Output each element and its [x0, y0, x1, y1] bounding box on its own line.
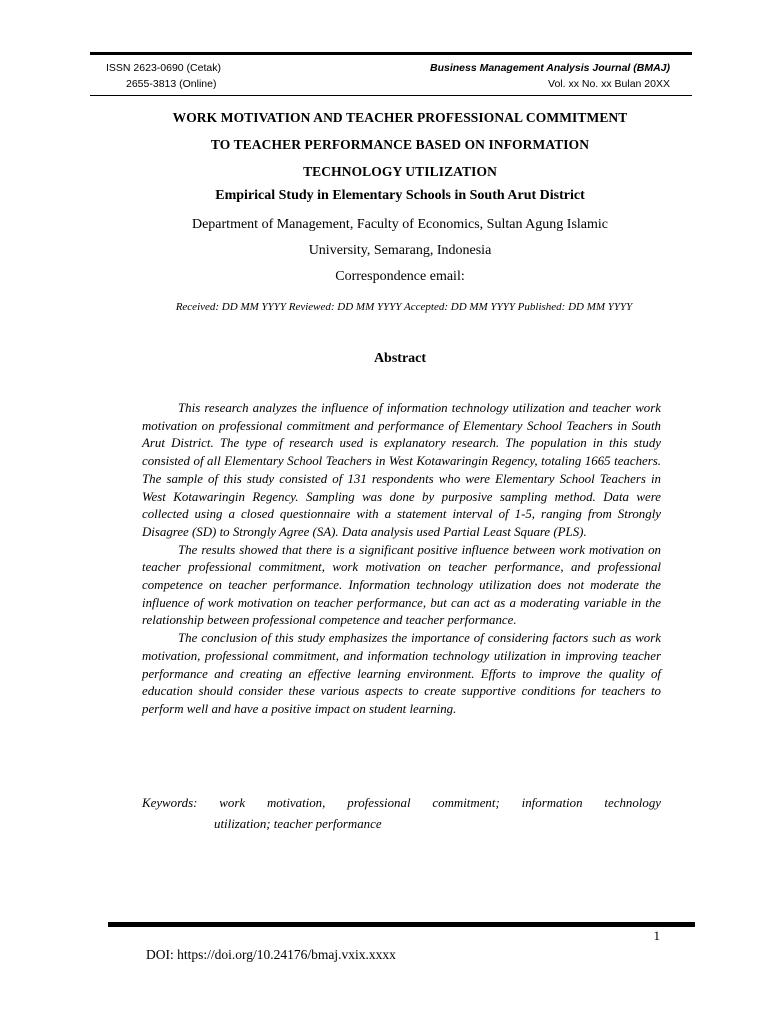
issn-block [106, 60, 306, 92]
abstract-body [142, 400, 661, 719]
footer-rule [108, 922, 695, 927]
header-top-rule [90, 52, 692, 55]
abstract-heading: Abstract [373, 351, 427, 366]
journal-block [350, 60, 670, 92]
correspondence-email: Correspondence email: [335, 269, 465, 284]
article-subtitle: Empirical Study in Elementary Schools in South Arut District [215, 188, 585, 203]
issn-print: ISSN 2623-0690 (Cetak) [106, 62, 221, 74]
journal-name: Business Management Analysis Journal (BMAJ) [429, 62, 670, 74]
doi-link[interactable]: DOI: https://doi.org/10.24176/bmaj.vxix.xxxx [146, 947, 396, 962]
page-number: 1 [653, 928, 660, 943]
title-line: TO TEACHER PERFORMANCE BASED ON INFORMATION [210, 137, 590, 152]
abstract-paragraph: This research analyzes the influence of information technology utilization and teacher work motivation on professional commitment and performance of Elementary School Teachers in South Arut District. The type of research used is explanatory research. The population in this study consisted of all Elementary School Teachers in West Kotawaringin Regency, totaling 1665 teachers. The sample of this study consisted of 131 respondents who were Elementary School Teachers in West Kotawaringin Regency. Sampling was done by purposive sampling method. Data were collected using a closed questionnaire with a statement interval of 1-5, ranging from Strongly Disagree (SD) to Strongly Agree (SA). Data analysis used Partial Least Square (PLS). [142, 401, 661, 539]
abstract-paragraph: The conclusion of this study emphasizes the importance of considering factors such as work motivation, professional commitment, and information technology utilization in improving teacher performance and creating an effective learning environment. Efforts to improve the quality of education should consider these various aspects to create supportive conditions for teachers to perform well and have a positive impact on student learning. [142, 631, 661, 716]
title-line: TECHNOLOGY UTILIZATION [303, 164, 497, 179]
journal-volume: Vol. xx No. xx Bulan 20XX [548, 78, 670, 90]
article-title [140, 104, 660, 185]
issn-online: 2655-3813 (Online) [126, 78, 217, 90]
title-line: WORK MOTIVATION AND TEACHER PROFESSIONAL COMMITMENT [172, 110, 628, 125]
affiliation-line: University, Semarang, Indonesia [308, 243, 492, 258]
keywords-continuation: utilization; teacher performance [214, 817, 382, 831]
submission-dates: Received: DD MM YYYY Reviewed: DD MM YYYY Accepted: DD MM YYYY Published: DD MM YYYY [175, 301, 633, 313]
keywords-line: Keywords: work motivation, professional commitment; information technology [142, 796, 661, 810]
abstract-paragraph: The results showed that there is a significant positive influence between work motivation on teacher professional commitment, work motivation on teacher performance, and professional competence on teacher performance. Information technology utilization does not moderate the influence of work motivation on teacher performance, but can act as a moderating variable in the relationship between professional competence and teacher performance. [142, 542, 661, 628]
affiliation [150, 212, 650, 264]
affiliation-line: Department of Management, Faculty of Economics, Sultan Agung Islamic [191, 217, 608, 232]
header-bottom-rule [90, 95, 692, 96]
